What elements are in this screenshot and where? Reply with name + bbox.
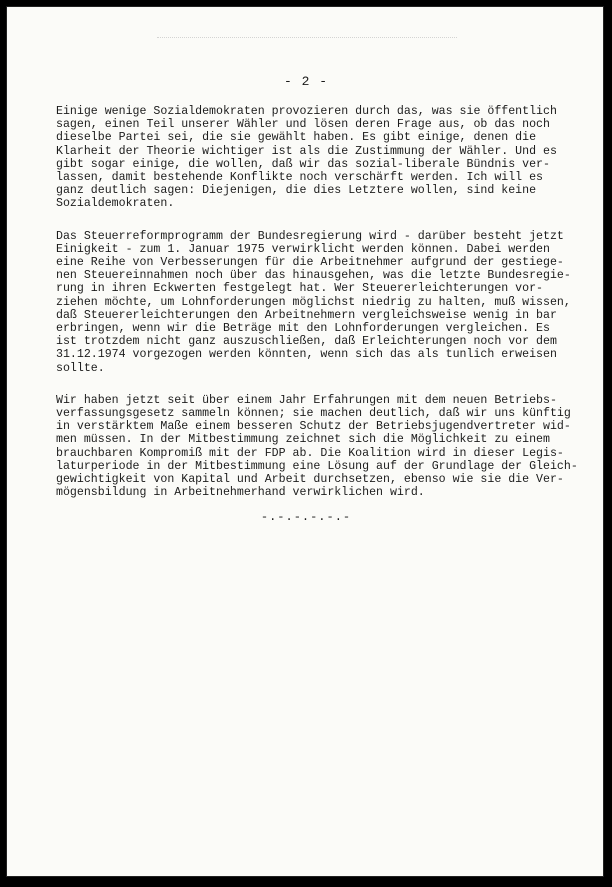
text-line: ganz deutlich sagen: Diejenigen, die dies Letztere wollen, sind keine <box>56 184 537 198</box>
end-mark: -.-.-.-.-.- <box>260 510 352 524</box>
text-line: nen Steuereinnahmen noch über das hinausgehen, was die letzte Bundesregie- <box>56 269 571 283</box>
text-line: sagen, einen Teil unserer Wähler und lösen deren Frage aus, ob das noch <box>56 118 550 132</box>
text-line: Das Steuerreformprogramm der Bundesregierung wird - darüber besteht jetzt <box>56 229 564 243</box>
paragraph-1 <box>56 105 576 211</box>
text-line: Einigkeit - zum 1. Januar 1975 verwirklicht werden können. Dabei werden <box>56 242 550 256</box>
document-page <box>6 6 604 877</box>
text-line: Klarheit der Theorie wichtiger ist als die Zustimmung der Wähler. Und es <box>56 144 557 158</box>
text-line: Sozialdemokraten. <box>56 197 175 211</box>
text-line: men müssen. In der Mitbestimmung zeichnet sich die Möglichkeit zu einem <box>56 433 550 447</box>
text-line: eine Reihe von Verbesserungen für die Arbeitnehmer aufgrund der gestiege- <box>56 256 564 270</box>
text-line: laturperiode in der Mitbestimmung eine Lösung auf der Grundlage der Gleich- <box>56 459 578 473</box>
text-line: dieselbe Partei sei, die sie gewählt haben. Es gibt einige, denen die <box>56 131 537 145</box>
text-line: in verstärktem Maße einem besseren Schutz der Betriebsjugendvertreter wid- <box>56 420 571 434</box>
text-line: verfassungsgesetz sammeln können; sie machen deutlich, daß wir uns künftig <box>56 407 571 421</box>
text-line: mögensbildung in Arbeitnehmerhand verwirklichen wird. <box>56 486 425 500</box>
text-line: Einige wenige Sozialdemokraten provozieren durch das, was sie öffentlich <box>56 105 557 118</box>
text-line: sollte. <box>56 361 105 375</box>
text-line: brauchbaren Kompromiß mit der FDP ab. Die Koalition wird in dieser Legis- <box>56 446 564 460</box>
text-line: erbringen, wenn wir die Beträge mit den Lohnforderungen vergleichen. Es <box>56 322 550 336</box>
body-text <box>56 105 576 518</box>
paragraph-3 <box>56 394 576 500</box>
text-line: gewichtigkeit von Kapital und Arbeit durchsetzen, ebenso wie sie die Ver- <box>56 473 564 487</box>
text-line: lassen, damit bestehende Konflikte noch verschärft werden. Ich will es <box>56 171 544 185</box>
scan-artifact <box>157 37 457 42</box>
text-line: daß Steuererleichterungen den Arbeitnehmern vergleichsweise wenig in bar <box>56 308 557 322</box>
text-line: gibt sogar einige, die wollen, daß wir das sozial-liberale Bündnis ver- <box>56 157 550 171</box>
text-line: Wir haben jetzt seit über einem Jahr Erfahrungen mit dem neuen Betriebs- <box>56 393 557 407</box>
text-line: rung in ihren Eckwerten festgelegt hat. Wer Steuererleichterungen vor- <box>56 282 544 296</box>
page-number: - 2 - <box>283 74 328 89</box>
text-line: ziehen möchte, um Lohnforderungen möglichst niedrig zu halten, muß wissen, <box>56 295 571 309</box>
text-line: 31.12.1974 vorgezogen werden könnten, wenn sich das als tunlich erweisen <box>56 348 557 362</box>
text-line: ist trotzdem nicht ganz auszuschließen, daß Erleichterungen noch vor dem <box>56 335 557 349</box>
paragraph-2 <box>56 230 576 375</box>
